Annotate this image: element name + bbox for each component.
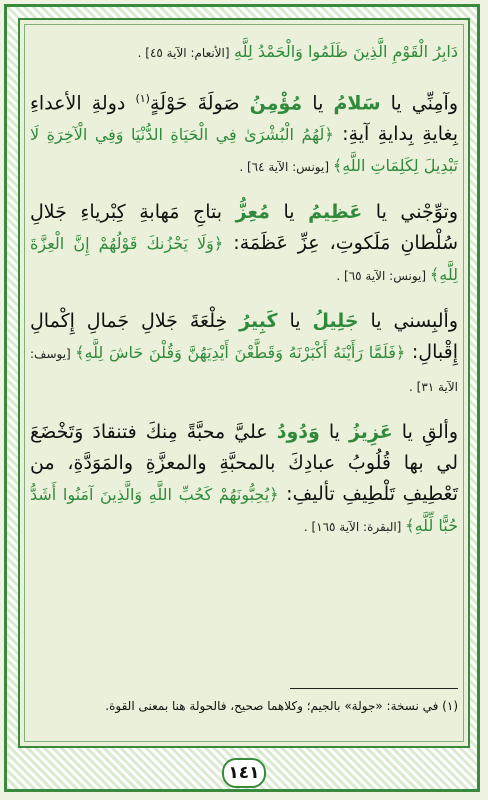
- footnote-divider: [290, 688, 458, 689]
- divine-name: وَدُودُ: [276, 421, 320, 444]
- verse-reference: [الأنعام: الآية ٤٥] .: [137, 46, 230, 60]
- divine-name: كَبِيرُ: [239, 310, 278, 333]
- paragraph-2: وتوِّجْني يا عَظِيمُ يا مُعِزُّ بتاجِ مَهابةِ كِبْرياءِ جَلالِ سُلْطانِ مَلَكوتِ، عِزِّ عَظَمَة: ﴿وَلَا يَحْزُنكَ قَوْلُهُمْ إِنَّ الْعِزَّةَ لِلَّهِ﴾ [يونس: الآية ٦٥] .: [30, 201, 459, 285]
- footnote: (١) في نسخة: «جولة» بالجيم؛ وكلاهما صحيح، فالحولة هنا بمعنى القوة.: [105, 699, 458, 713]
- page-text: [30, 40, 458, 745]
- quran-text: ﴿وَلَا يَحْزُنكَ قَوْلُهُمْ إِنَّ الْعِزَّةَ لِلَّهِ﴾: [30, 234, 458, 285]
- divine-name: جَلِيلُ: [312, 310, 359, 333]
- divine-name: عَظِيمُ: [308, 201, 363, 224]
- verse-reference: [يونس: الآية ٦٥] .: [336, 269, 430, 284]
- quran-text: ﴿يُحِبُّونَهُمْ كَحُبِّ اللَّهِ وَالَّذِينَ آمَنُوا أَشَدُّ حُبًّا لِّلَّهِ﴾: [30, 485, 458, 536]
- quran-text: دَابِرُ الْقَوْمِ الَّذِينَ ظَلَمُوا وَالْحَمْدُ لِلَّهِ: [234, 42, 458, 61]
- quran-text: ﴿فَلَمَّا رَأَيْنَهُ أَكْبَرْنَهُ وَقَطَّعْنَ أَيْدِيَهُنَّ وَقُلْنَ حَاشَ لِلَّهِ﴾: [75, 343, 406, 363]
- divine-name: سَلامُ: [333, 92, 381, 115]
- verse-reference: [البقرة: الآية ١٦٥] .: [303, 520, 406, 535]
- divine-name: مُعِزُّ: [235, 201, 270, 224]
- divine-name: مُؤْمِنُ: [249, 92, 303, 115]
- paragraph-4: وألقِ يا عَزِيزُ يا وَدُودُ عليَّ محبَّةً مِنكَ فتنقادَ وَتَخْضَعَ لي بها قُلُوبُ عبادِكَ بالمحبَّةِ والمعزَّةِ والمَوَدَّةِ، من تَعْطِيفِ تَلْطِيفِ تأليفِ: ﴿يُحِبُّونَهُمْ كَحُبِّ اللَّهِ وَالَّذِينَ آمَنُوا أَشَدُّ حُبًّا لِّلَّهِ﴾ [البقرة: الآية ١٦٥] .: [30, 421, 459, 536]
- verse-reference: [يونس: الآية ٦٤] .: [239, 160, 333, 175]
- verse-continuation: [30, 40, 458, 65]
- paragraph-1: وآمِنِّي يا سَلامُ يا مُؤْمِنُ صَولَةَ حَوْلَةٍ$^{(١)}$ دولةِ الأعداءِ بِغايةِ بِدايةِ آيةِ: ﴿لَهُمُ الْبُشْرَىٰ فِي الْحَيَاةِ الدُّنْيَا وَفِي الْآخِرَةِ لَا تَبْدِيلَ لِكَلِمَاتِ اللَّهِ﴾ [يونس: الآية ٦٤] .: [30, 92, 458, 176]
- quran-text: ﴿لَهُمُ الْبُشْرَىٰ فِي الْحَيَاةِ الدُّنْيَا وَفِي الْآخِرَةِ لَا تَبْدِيلَ لِكَلِمَاتِ اللَّهِ﴾: [30, 125, 458, 176]
- verse-reference: [يوسف: الآية ٣١] .: [30, 347, 458, 395]
- footnote-marker: (١): [135, 92, 150, 105]
- page-number: ١٤١: [222, 758, 266, 788]
- divine-name: عَزِيزُ: [348, 421, 393, 444]
- paragraph-3: وألبِسني يا جَلِيلُ يا كَبِيرُ خِلْعَةَ جَلالِ جَمالِ إِكْمالِ إِقْبالِ: ﴿فَلَمَّا رَأَيْنَهُ أَكْبَرْنَهُ وَقَطَّعْنَ أَيْدِيَهُنَّ وَقُلْنَ حَاشَ لِلَّهِ﴾ [يوسف: الآية ٣١] .: [30, 310, 458, 395]
